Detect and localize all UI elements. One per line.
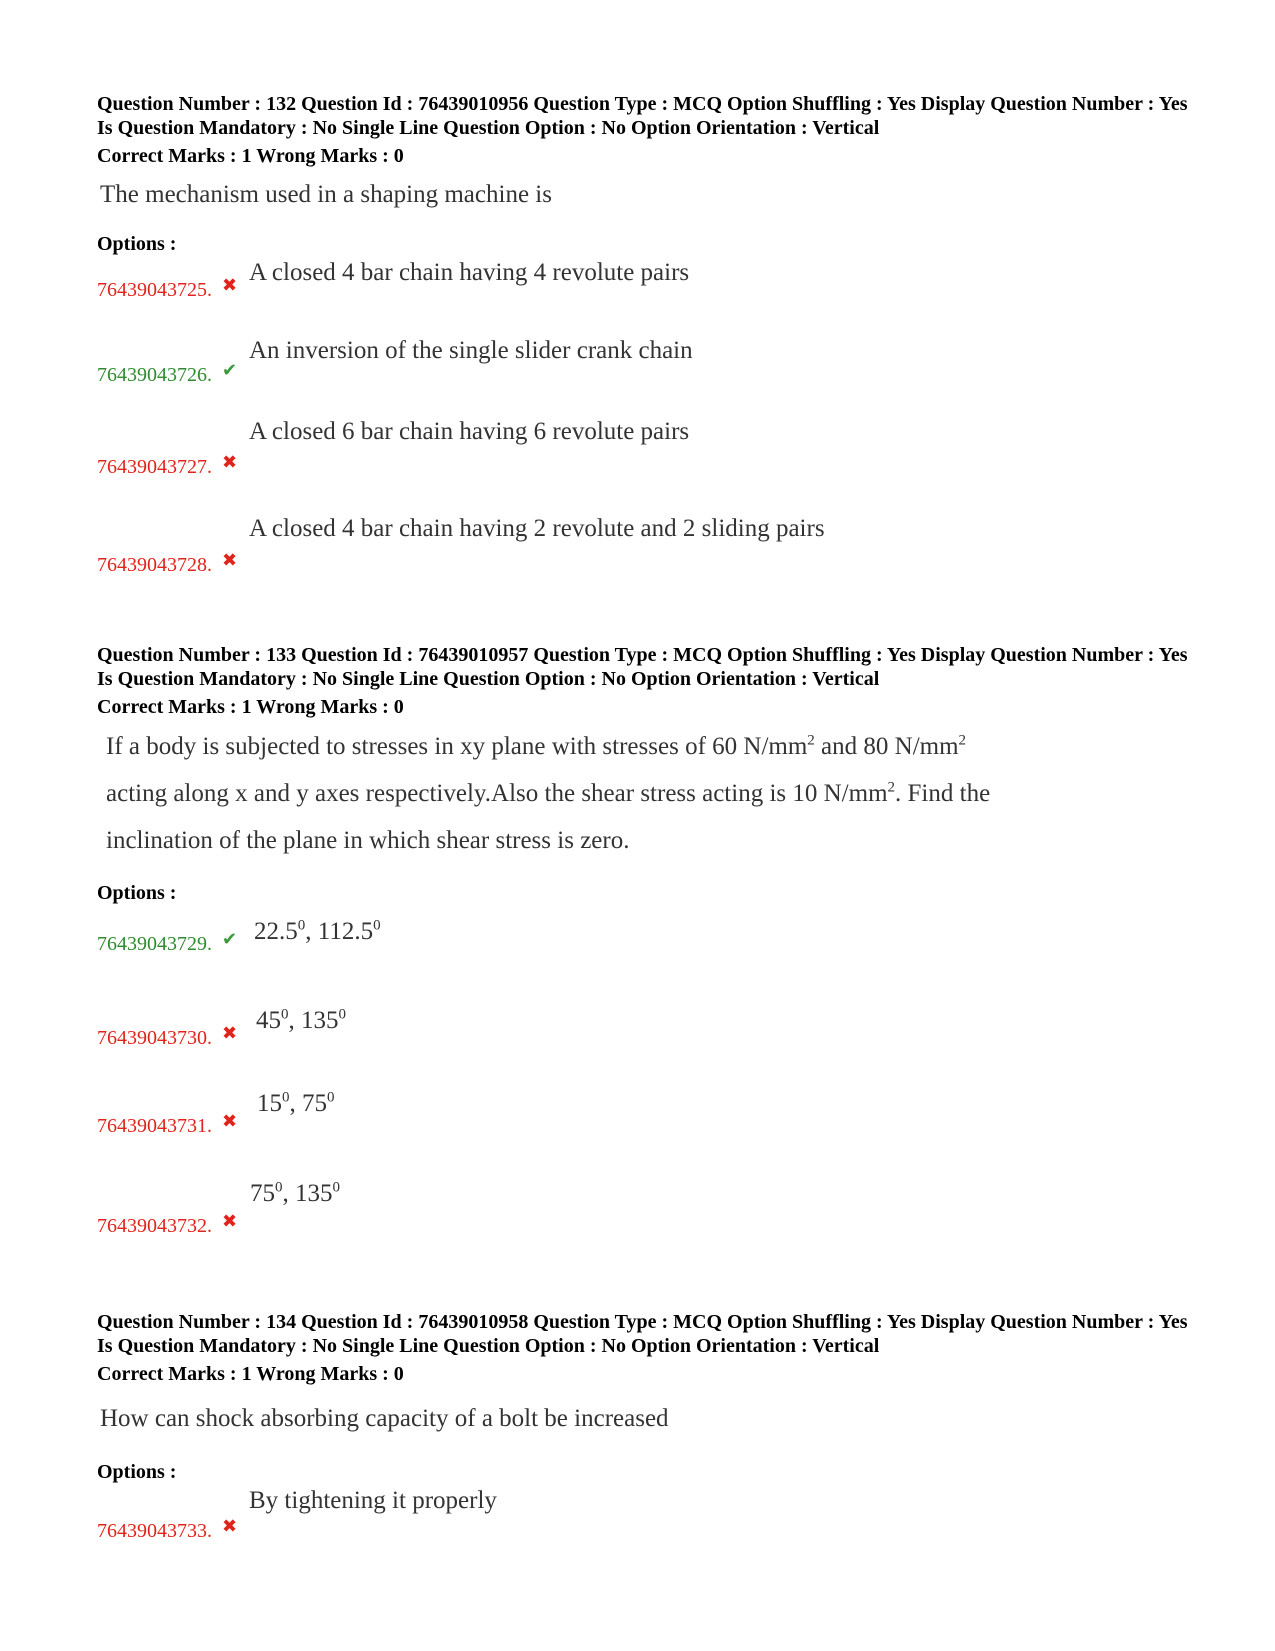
option-text: $45^0$, $135^0$ — [256, 1006, 346, 1034]
option-text: A closed 4 bar chain having 2 revolute and 2 sliding pairs — [249, 515, 825, 542]
wrong-mark-icon: ✖ — [222, 1111, 238, 1131]
option-text: By tightening it properly — [249, 1487, 497, 1514]
option-id: 76439043728. — [97, 554, 212, 576]
option-id: 76439043733. — [97, 1520, 212, 1542]
question-133-text — [106, 723, 990, 864]
correct-mark-icon: ✔ — [222, 929, 238, 949]
question-134-marks: Correct Marks : 1 Wrong Marks : 0 — [97, 1363, 404, 1385]
question-132-text: The mechanism used in a shaping machine is — [100, 181, 552, 208]
option-text: A closed 6 bar chain having 6 revolute pairs — [249, 418, 690, 445]
option-text: An inversion of the single slider crank chain — [249, 337, 693, 364]
question-133-meta: Question Number : 133 Question Id : 76439010957 Question Type : MCQ Option Shuffling : Yes Display Question Number : Yes Is Question Mandatory : No Single Line Question Option : No Option Orientation : Vertical — [97, 644, 1188, 690]
wrong-mark-icon: ✖ — [222, 1516, 238, 1536]
wrong-mark-icon: ✖ — [222, 452, 238, 472]
option-text: 22.5$^0$, 112.5$^0$ — [254, 917, 381, 945]
question-133-options-label: Options : — [97, 882, 177, 904]
option-id: 76439043726. — [97, 364, 212, 386]
option-id: 76439043732. — [97, 1215, 212, 1237]
wrong-mark-icon: ✖ — [222, 1211, 238, 1231]
option-id: 76439043725. — [97, 279, 212, 301]
question-134-options-label: Options : — [97, 1461, 177, 1483]
option-text: $75^0$, $135^0$ — [250, 1179, 340, 1207]
question-132-meta: Question Number : 132 Question Id : 76439010956 Question Type : MCQ Option Shuffling : Yes Display Question Number : Yes Is Question Mandatory : No Single Line Question Option : No Option Orientation : Vertical — [97, 93, 1188, 139]
option-text: A closed 4 bar chain having 4 revolute pairs — [249, 259, 690, 286]
question-133-line-2: acting along x and y axes respectively.Also the shear stress acting is 10 $N/mm^2$. Find the — [106, 779, 991, 807]
correct-mark-icon: ✔ — [222, 360, 238, 380]
question-134-meta: Question Number : 134 Question Id : 76439010958 Question Type : MCQ Option Shuffling : Yes Display Question Number : Yes Is Question Mandatory : No Single Line Question Option : No Option Orientation : Vertical — [97, 1311, 1188, 1357]
wrong-mark-icon: ✖ — [222, 550, 238, 570]
wrong-mark-icon: ✖ — [222, 1023, 238, 1043]
option-text: $15^0$, $75^0$ — [257, 1089, 335, 1117]
question-133-marks: Correct Marks : 1 Wrong Marks : 0 — [97, 696, 404, 718]
option-id: 76439043729. — [97, 933, 212, 955]
option-id: 76439043730. — [97, 1027, 212, 1049]
question-133-line-3: inclination of the plane in which shear stress is zero. — [106, 827, 630, 854]
question-132-marks: Correct Marks : 1 Wrong Marks : 0 — [97, 145, 404, 167]
question-133-line-1: If a body is subjected to stresses in xy plane with stresses of 60 $N/mm^2$ and 80 $N/mm^2$ — [106, 732, 967, 760]
wrong-mark-icon: ✖ — [222, 275, 238, 295]
question-134-text: How can shock absorbing capacity of a bolt be increased — [100, 1405, 669, 1432]
question-132-options-label: Options : — [97, 233, 177, 255]
option-id: 76439043731. — [97, 1115, 212, 1137]
option-id: 76439043727. — [97, 456, 212, 478]
